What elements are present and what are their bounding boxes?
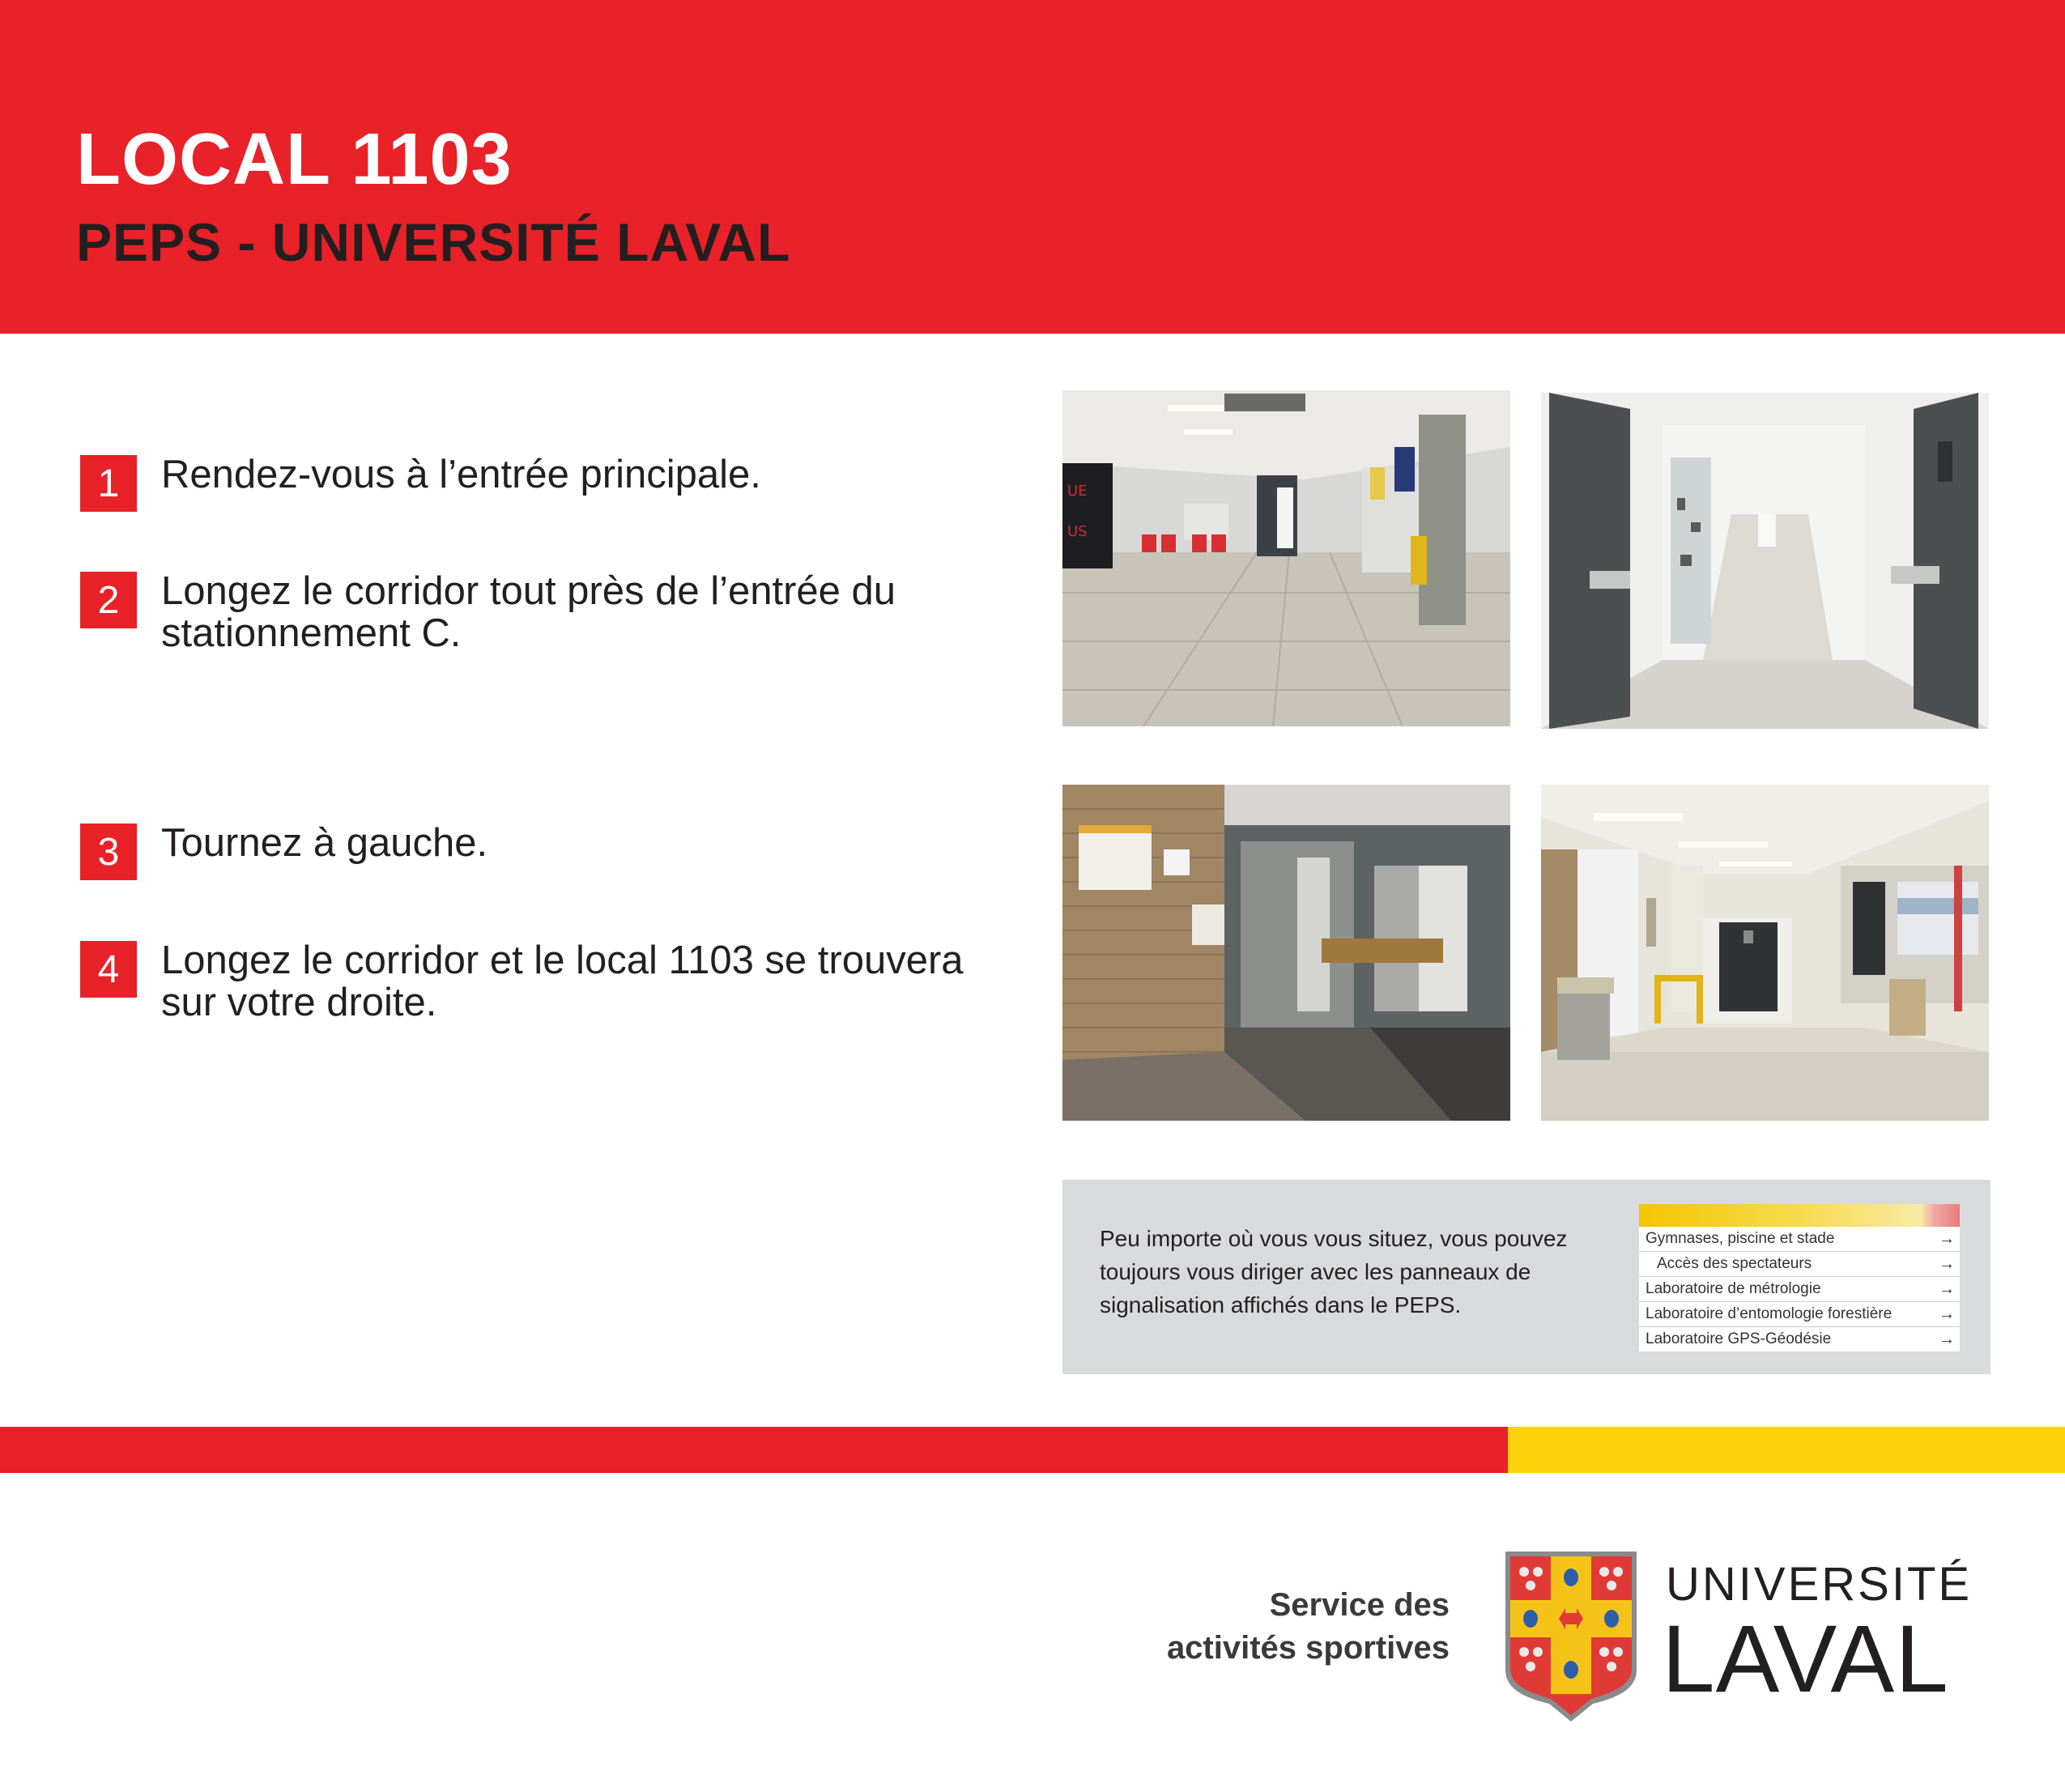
- header-banner: [0, 0, 2065, 334]
- step-number: 4: [80, 941, 137, 998]
- sign-row: [1639, 1277, 1960, 1302]
- signboard-photo: [1639, 1204, 1960, 1351]
- university-name-line-1: UNIVERSITÉ: [1666, 1558, 1973, 1611]
- step-number: 1: [80, 455, 137, 512]
- footer-stripe-yellow: [1508, 1427, 2065, 1473]
- step-number: 3: [80, 824, 137, 880]
- arrow-right-icon: →: [1939, 1330, 1955, 1348]
- arrow-right-icon: →: [1939, 1230, 1955, 1248]
- step-text: Rendez-vous à l’entrée principale.: [161, 453, 761, 496]
- arrow-right-icon: →: [1939, 1305, 1955, 1323]
- sign-row-label: Gymnases, piscine et stade: [1646, 1230, 1835, 1247]
- step-text: Tournez à gauche.: [161, 821, 488, 865]
- footer-stripe-red: [0, 1427, 1508, 1473]
- sign-row-label: Accès des spectateurs: [1657, 1255, 1812, 1272]
- photo-main-entrance: [1062, 390, 1510, 726]
- sign-row: [1639, 1227, 1960, 1252]
- svg-text:UE: UE: [1067, 483, 1088, 500]
- sign-row: [1639, 1302, 1960, 1327]
- photo-entrance-brick: [1062, 785, 1510, 1121]
- note-text: Peu importe où vous vous situez, vous pouvez toujours vous diriger avec les panneaux de signalisation affichés dans le PEPS.: [1100, 1226, 1568, 1317]
- svg-text:US: US: [1067, 523, 1088, 540]
- service-line-1: Service des: [1269, 1587, 1450, 1623]
- photo-corridor-doors: [1541, 393, 1989, 729]
- sign-row: [1639, 1327, 1960, 1351]
- sign-row-label: Laboratoire GPS-Géodésie: [1646, 1330, 1832, 1347]
- sign-row-label: Laboratoire d’entomologie forestière: [1646, 1305, 1893, 1322]
- photo-corridor-local: [1541, 785, 1989, 1121]
- university-crest-logo: [1502, 1548, 1640, 1725]
- page-title: LOCAL 1103: [76, 119, 513, 200]
- signage-note: [1062, 1180, 1990, 1374]
- sign-row: [1639, 1252, 1960, 1277]
- page-subtitle: PEPS - UNIVERSITÉ LAVAL: [76, 212, 791, 272]
- step-text: Longez le corridor et le local 1103 se trouvera sur votre droite.: [161, 939, 964, 1024]
- signboard-color-band: [1639, 1204, 1960, 1227]
- service-name: [996, 1584, 1450, 1670]
- step-text: Longez le corridor tout près de l’entrée du stationnement C.: [161, 569, 896, 655]
- service-line-2: activités sportives: [1166, 1630, 1450, 1666]
- university-name-line-2: LAVAL: [1662, 1606, 1949, 1713]
- arrow-right-icon: →: [1939, 1255, 1955, 1273]
- sign-row-label: Laboratoire de métrologie: [1646, 1280, 1821, 1297]
- arrow-right-icon: →: [1939, 1280, 1955, 1298]
- step-number: 2: [80, 572, 137, 628]
